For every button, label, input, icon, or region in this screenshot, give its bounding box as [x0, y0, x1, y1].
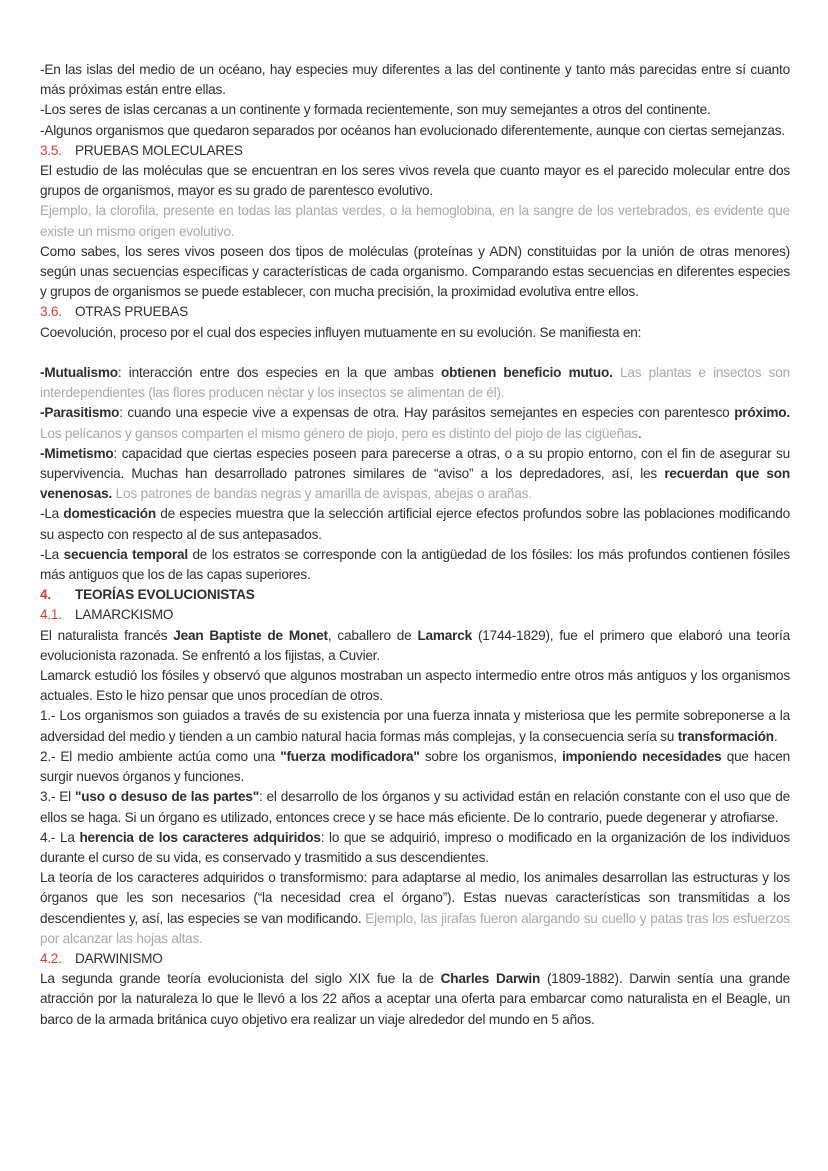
section-heading	[40, 585, 790, 605]
text-segment: .	[637, 425, 642, 441]
text-segment: secuencia temporal	[63, 546, 188, 562]
text-segment	[613, 365, 620, 380]
section-heading	[40, 141, 790, 161]
text-segment: -La	[40, 546, 64, 562]
text-segment: Lamarck	[417, 627, 472, 643]
text-segment: .	[773, 728, 778, 744]
heading-title: OTRAS PRUEBAS	[75, 304, 188, 320]
text-segment: Jean Baptiste de Monet	[173, 627, 328, 643]
text-segment: sobre los organismos,	[419, 748, 562, 764]
text-segment: -Mimetismo	[40, 445, 114, 461]
heading-number: 4.1.	[40, 607, 62, 623]
paragraph	[40, 868, 790, 949]
text-segment: : cuando una especie vive a expensas de otra. Hay parásitos semejantes en especies con parentesco	[119, 405, 735, 421]
paragraph	[40, 323, 790, 343]
paragraph	[40, 504, 790, 544]
text-segment: Charles Darwin	[440, 971, 541, 987]
paragraph	[40, 747, 790, 787]
paragraph	[40, 161, 790, 201]
paragraph	[40, 706, 790, 746]
text-segment: : lo que se adquirió, impreso o modificado en la organización de los individuos durante el curso de su vida, es conservado y trasmitido a sus descendientes.	[40, 829, 790, 865]
text-segment: Ejemplo, las jirafas fueron alargando su cuello y patas tras los esfuerzos por alcanzar las hojas altas.	[40, 910, 790, 946]
paragraph	[40, 828, 790, 868]
section-heading	[40, 302, 790, 322]
text-segment: : el desarrollo de los órganos y su actividad están en relación constante con el uso que de ellos se haga. Si un órgano es utilizado, entonces crece y se hace más eficiente. De lo contrario, puede degenerar y atrofiarse.	[40, 789, 790, 825]
text-segment: -La	[40, 506, 64, 522]
section-heading	[40, 605, 790, 625]
text-segment: de especies muestra que la selección artificial ejerce efectos profundos sobre las poblaciones modificando su aspecto con respecto al de sus antepasados.	[40, 506, 791, 542]
paragraph	[40, 626, 790, 666]
blank-line	[40, 343, 790, 363]
text-segment: 4.- La	[40, 829, 80, 845]
paragraph	[40, 969, 790, 1030]
heading-number: 4.	[40, 587, 51, 603]
paragraph	[40, 100, 790, 120]
section-heading	[40, 949, 790, 969]
text-segment: El estudio de las moléculas que se encuentran en los seres vivos revela que cuanto mayor es el parecido molecular entre dos grupos de organismos, mayor es su grado de parentesco evolutivo.	[40, 163, 790, 199]
text-segment: Como sabes, los seres vivos poseen dos tipos de moléculas (proteínas y ADN) constituidas por la unión de otras menores) según unas secuencias específicas y características de cada organismo. Comparando estas secuencias en diferentes especies y grupos de organismos se puede establecer, con mucha precisión, la proximidad evolutiva entre ellos.	[40, 243, 790, 300]
text-segment: herencia de los caracteres adquiridos	[79, 829, 321, 845]
heading-title: TEORÍAS EVOLUCIONISTAS	[75, 587, 255, 603]
text-segment: que hacen surgir nuevos órganos y funciones.	[40, 748, 790, 785]
text-segment: Los pelícanos y gansos comparten el mismo género de piojo, pero es distinto del piojo de las cigüeñas	[40, 425, 638, 441]
text-segment: -Algunos organismos que quedaron separados por océanos han evolucionado diferentemente, aunque con ciertas semejanzas.	[40, 122, 785, 138]
text-segment: Los patrones de bandas negras y amarilla de avispas, abejas o arañas.	[115, 486, 532, 502]
paragraph	[40, 60, 790, 100]
text-segment: , caballero de	[327, 627, 418, 643]
text-segment: La segunda grande teoría evolucionista del siglo XIX fue la de	[40, 971, 441, 987]
text-segment: 3.- El	[40, 789, 75, 805]
paragraph	[40, 201, 790, 241]
paragraph	[40, 363, 790, 403]
heading-number: 4.2.	[40, 950, 62, 966]
text-segment: : interacción entre dos especies en la que ambas	[117, 365, 442, 381]
text-segment: 2.- El medio ambiente actúa como una	[40, 748, 281, 764]
document-body	[40, 60, 790, 1030]
heading-number: 3.5.	[40, 142, 62, 158]
text-segment: Ejemplo, la clorofila, presente en todas las plantas verdes, o la hemoglobina, en la sangre de los vertebrados, es evidente que existe un mismo origen evolutivo.	[40, 203, 790, 239]
text-segment: Las plantas e insectos son interdependientes (las flores producen néctar y los insectos se alimentan de él).	[40, 365, 790, 401]
text-segment: La teoría de los caracteres adquiridos o transformismo: para adaptarse al medio, los animales desarrollan las estructuras y los órganos que les son necesarios (“la necesidad crea el órgano”). Estas nuevas características son transmitidas a los descendientes y, así, las especies se van modificando.	[40, 870, 790, 926]
text-segment: transformación	[677, 728, 774, 744]
text-segment: Coevolución, proceso por el cual dos especies influyen mutuamente en su evolución. Se manifiesta en:	[40, 324, 642, 340]
text-segment: imponiendo necesidades	[561, 748, 722, 764]
text-segment: 1.- Los organismos son guiados a través de su existencia por una fuerza innata y misteriosa que les permite sobreponerse a la adversidad del medio y tienden a un cambio natural hacia formas más complejas, y la consecuencia sería su	[40, 708, 790, 744]
heading-title: PRUEBAS MOLECULARES	[75, 142, 243, 158]
text-segment: -Mutualismo	[40, 365, 118, 381]
paragraph	[40, 121, 790, 141]
text-segment: -Parasitismo	[40, 405, 120, 421]
text-segment: Lamarck estudió los fósiles y observó que algunos mostraban un aspecto intermedio entre otros más antiguos y los organismos actuales. Esto le hizo pensar que unos procedían de otros.	[40, 668, 790, 704]
text-segment: -En las islas del medio de un océano, hay especies muy diferentes a las del continente y tanto más parecidas entre sí cuanto más próximas están entre ellas.	[40, 62, 790, 98]
text-segment: (1744-1829), fue el primero que elaboró una teoría evolucionista razonada. Se enfrentó a los fijistas, a Cuvier.	[40, 627, 790, 663]
paragraph	[40, 666, 790, 706]
paragraph	[40, 403, 790, 443]
text-segment: El naturalista francés	[40, 627, 174, 643]
text-segment: domesticación	[63, 506, 156, 522]
paragraph	[40, 444, 790, 505]
paragraph	[40, 242, 790, 303]
text-segment: (1809-1882). Darwin sentía una grande atracción por la naturaleza lo que le llevó a los 22 años a aceptar una oferta para embarcar como naturalista en el Beagle, un barco de la armada británica cuyo objetivo era realizar un viaje alrededor del mundo en 5 años.	[40, 971, 790, 1027]
text-segment: "fuerza modificadora"	[280, 748, 420, 764]
text-segment: "uso o desuso de las partes"	[74, 789, 259, 805]
text-segment: : capacidad que ciertas especies poseen para parecerse a otras, o a su propio entorno, con el fin de asegurar su supervivencia. Muchas han desarrollado patrones similares de “aviso” a los depredadores, así, les	[40, 445, 790, 482]
heading-title: LAMARCKISMO	[75, 607, 174, 623]
text-segment: de los estratos se corresponde con la antigüedad de los fósiles: los más profundos contienen fósiles más antiguos que los de las capas superiores.	[40, 546, 790, 583]
text-segment: próximo.	[734, 405, 790, 421]
text-segment: -Los seres de islas cercanas a un continente y formada recientemente, son muy semejantes a otros del continente.	[40, 102, 711, 118]
paragraph	[40, 787, 790, 827]
text-segment: obtienen beneficio mutuo.	[441, 365, 613, 381]
paragraph	[40, 545, 790, 585]
heading-number: 3.6.	[40, 304, 62, 320]
heading-title: DARWINISMO	[75, 950, 163, 966]
text-segment: recuerdan que son venenosas.	[40, 466, 790, 502]
